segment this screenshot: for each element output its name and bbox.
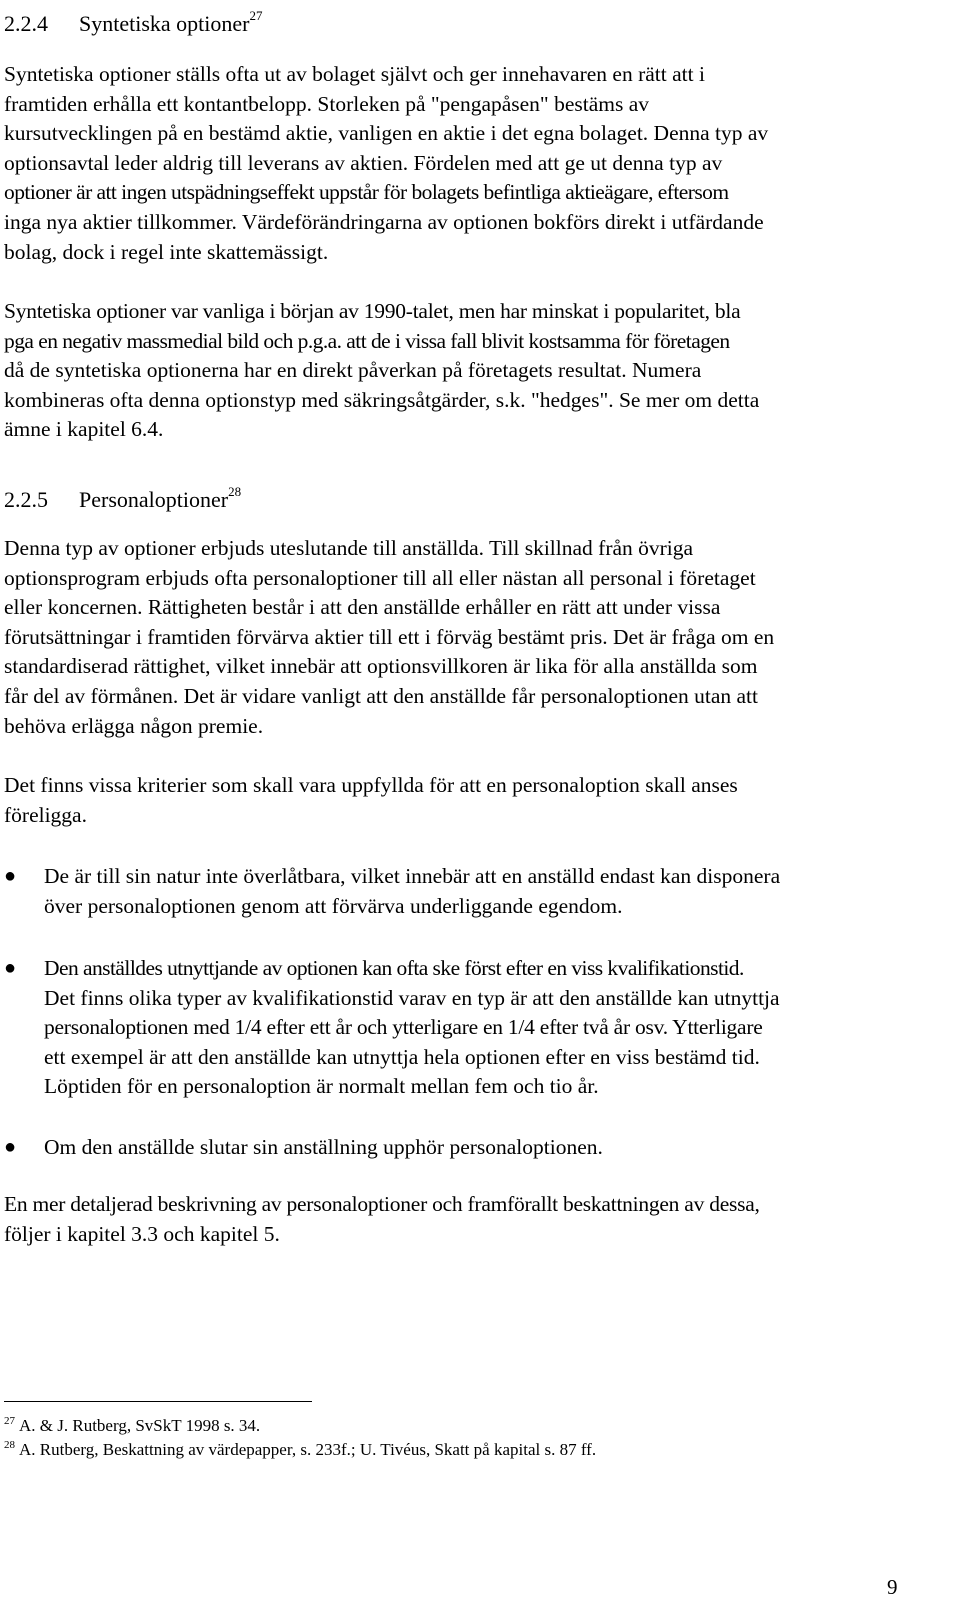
bullet-icon: ● xyxy=(4,1136,17,1158)
text-line: optionsavtal leder aldrig till leverans av aktien. Fördelen med att ge ut denna typ av xyxy=(4,150,723,175)
text-line: Den anställdes utnyttjande av optionen kan ofta ske först efter en viss kvalifikationstid. xyxy=(44,956,744,980)
text-line: Det finns vissa kriterier som skall vara uppfyllda för att en personaloption skall anses xyxy=(4,773,738,797)
paragraph-more-details xyxy=(4,1190,940,1249)
text-line: eller koncernen. Rättigheten består i att den anställde erhåller en rätt att under vissa xyxy=(4,595,721,620)
text-line: kursutvecklingen på en bestämd aktie, vanligen en aktie i det egna bolaget. Denna typ av xyxy=(4,121,769,146)
text-line: då de syntetiska optionerna har en direkt påverkan på företagets resultat. Numera xyxy=(4,358,702,383)
footnote-ref: 28 xyxy=(228,484,242,499)
section-title: Personaloptioner xyxy=(79,487,229,512)
footnote xyxy=(4,1434,596,1461)
text-line: över personaloptionen genom att förvärva underliggande egendom. xyxy=(44,893,623,918)
text-line: personaloptionen med 1/4 efter ett år och ytterligare en 1/4 efter två år osv. Ytterligare xyxy=(44,1015,763,1040)
text-line: Det finns olika typer av kvalifikationstid varav en typ är att den anställde kan utnyttja xyxy=(44,985,780,1010)
text-line: En mer detaljerad beskrivning av personaloptioner och framförallt beskattningen av dessa, xyxy=(4,1192,760,1216)
footnote xyxy=(4,1410,260,1437)
text-line: pga en negativ massmedial bild och p.g.a. att de i vissa fall blivit kostsamma för företagen xyxy=(4,328,730,353)
footnote-separator xyxy=(4,1401,312,1402)
text-line: Löptiden för en personaloption är normalt mellan fem och tio år. xyxy=(44,1074,599,1099)
section-heading-224 xyxy=(4,2,940,38)
text-line: optionsprogram erbjuds ofta personaloptioner till all eller nästan all personal i företaget xyxy=(4,565,756,590)
text-line: följer i kapitel 3.3 och kapitel 5. xyxy=(4,1221,280,1246)
text-line: ämne i kapitel 6.4. xyxy=(4,417,164,442)
paragraph-criteria xyxy=(4,771,940,830)
text-line: ett exempel är att den anställde kan utnyttja hela optionen efter en viss bestämd tid. xyxy=(44,1044,760,1069)
text-line: får del av förmånen. Det är vidare vanligt att den anställde får personaloptionen utan att xyxy=(4,683,758,708)
text-line: förutsättningar i framtiden förvärva aktier till ett i förväg bestämt pris. Det är fråga om en xyxy=(4,624,775,649)
text-line: bolag, dock i regel inte skattemässigt. xyxy=(4,239,329,264)
text-line: optioner är att ingen utspädningseffekt uppstår för bolagets befintliga aktieägare, eftersom xyxy=(4,180,729,205)
text-line: standardiserad rättighet, vilket innebär att optionsvillkoren är lika för alla anställda som xyxy=(4,654,758,679)
text-line: inga nya aktier tillkommer. Värdeförändringarna av optionen bokförs direkt i utfärdande xyxy=(4,209,764,234)
text-line: Syntetiska optioner var vanliga i början av 1990-talet, men har minskat i popularitet, bla xyxy=(4,299,741,323)
text-line: behöva erlägga någon premie. xyxy=(4,713,264,738)
text-line: De är till sin natur inte överlåtbara, vilket innebär att en anställd endast kan disponera xyxy=(44,864,781,888)
bullet-icon: ● xyxy=(4,865,17,887)
text-line: framtiden erhålla ett kontantbelopp. Storleken på "pengapåsen" bestäms av xyxy=(4,91,650,116)
paragraph-synthetic-options-history xyxy=(4,297,940,445)
section-number: 2.2.4 xyxy=(4,11,48,36)
page-number: 9 xyxy=(887,1575,898,1599)
paragraph-personnel-options-intro xyxy=(4,534,940,741)
footnote-text: A. & J. Rutberg, SvSkT 1998 s. 34. xyxy=(19,1416,261,1435)
section-number: 2.2.5 xyxy=(4,487,48,512)
footnote-text: A. Rutberg, Beskattning av värdepapper, s. 233f.; U. Tivéus, Skatt på kapital s. 87 ff. xyxy=(19,1440,597,1459)
section-title: Syntetiska optioner xyxy=(79,11,250,36)
text-line: Syntetiska optioner ställs ofta ut av bolaget självt och ger innehavaren en rätt att i xyxy=(4,62,705,86)
footnote-ref: 27 xyxy=(249,8,263,23)
paragraph-synthetic-options-intro xyxy=(4,60,940,267)
text-line: Om den anställde slutar sin anställning upphör personaloptionen. xyxy=(44,1135,603,1159)
bullet-icon: ● xyxy=(4,957,17,979)
text-line: kombineras ofta denna optionstyp med säkringsåtgärder, s.k. "hedges". Se mer om detta xyxy=(4,387,760,412)
section-heading-225 xyxy=(4,478,940,514)
footnote-number: 27 xyxy=(4,1415,15,1427)
text-line: föreligga. xyxy=(4,802,87,827)
footnote-number: 28 xyxy=(4,1439,15,1451)
text-line: Denna typ av optioner erbjuds uteslutande till anställda. Till skillnad från övriga xyxy=(4,536,694,560)
